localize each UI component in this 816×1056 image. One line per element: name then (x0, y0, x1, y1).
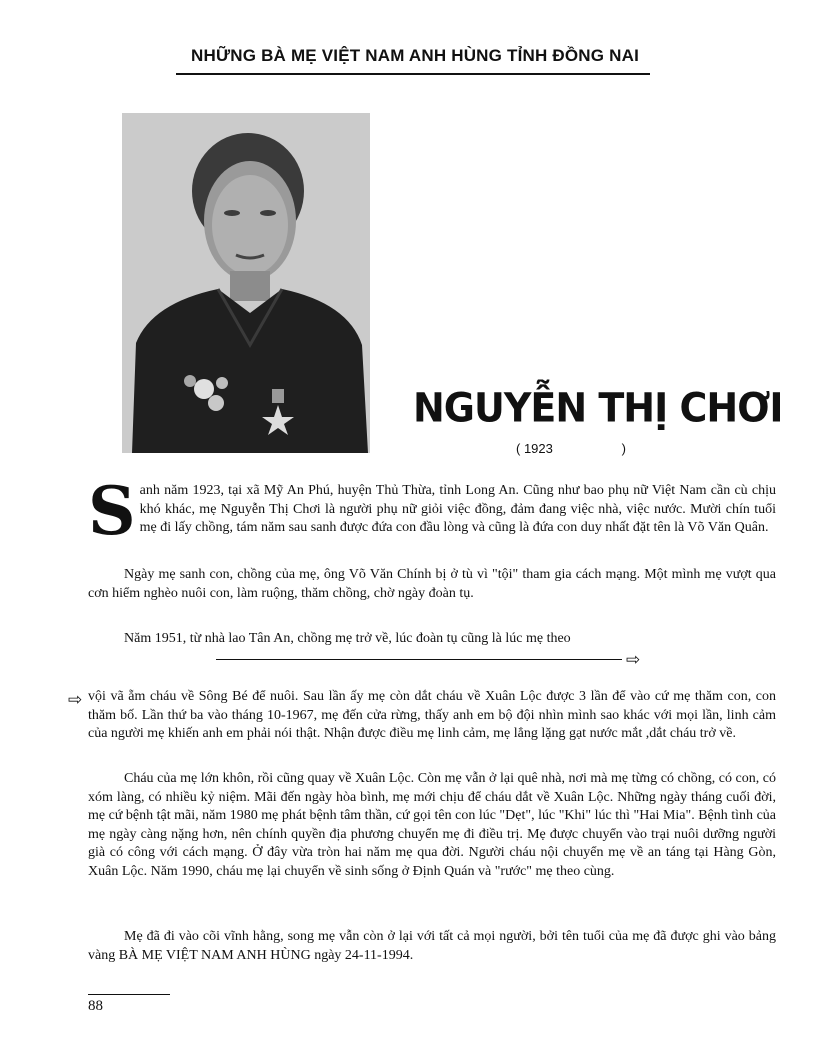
portrait-photo (122, 113, 370, 453)
running-header: NHỮNG BÀ MẸ VIỆT NAM ANH HÙNG TỈNH ĐỒNG NAI (190, 46, 639, 65)
footer-rule (88, 994, 170, 995)
page-number: 88 (88, 998, 103, 1014)
continue-arrow-icon: ⇨ (626, 650, 641, 669)
paragraph-4: vội vã ẵm cháu về Sông Bé để nuôi. Sau lần ấy mẹ còn dắt cháu về Xuân Lộc được 3 lần để vào cứ mẹ thăm con, con thăm bố. Lần thứ ba vào tháng 10-1967, mẹ đến cửa rừng, thấy anh em bộ đội nhìn mình sao khác với mọi lần, linh cảm của người mẹ khiến anh em phải nói thật. Nhận được điều mẹ linh cảm, mẹ lẳng lặng gạt nước mắt ,dắt cháu trở về. (88, 689, 776, 741)
person-years (516, 441, 626, 456)
first-paragraph (88, 472, 776, 550)
continuation-rule (216, 659, 622, 660)
birth-year: ( 1923 (516, 441, 553, 456)
paragraph-2: Ngày mẹ sanh con, chồng của mẹ, ông Võ Văn Chính bị ở tù vì "tội" tham gia cách mạng. Một mình mẹ vượt qua cơn hiểm nghèo nuôi con, làm ruộng, thăm chồng, chờ ngày đoàn tụ. (88, 567, 776, 601)
continued-arrow-icon: ⇨ (68, 690, 83, 709)
paragraph-1: anh năm 1923, tại xã Mỹ An Phú, huyện Thủ Thừa, tỉnh Long An. Cũng như bao phụ nữ Việt Nam cần cù chịu khó khác, mẹ Nguyễn Thị Chơi là người phụ nữ giỏi việc đồng, đảm đang việc nhà, việc nước. Mười chín tuổi mẹ đi lấy chồng, tám năm sau sanh được đứa con đầu lòng và cũng là đứa con duy nhất đặt tên là Võ Văn Quân. (139, 483, 776, 535)
paragraph-3: Năm 1951, từ nhà lao Tân An, chồng mẹ trở về, lúc đoàn tụ cũng là lúc mẹ theo (124, 631, 571, 646)
paragraph-5: Cháu của mẹ lớn khôn, rồi cũng quay về Xuân Lộc. Còn mẹ vẫn ở lại quê nhà, nơi mà mẹ từng có chồng, có con, có xóm làng, có nhiều kỷ niệm. Mãi đến ngày hòa bình, mẹ mới chịu để cháu dắt về Xuân Lộc. Những ngày tháng cuối đời, mẹ cứ bệnh tật mãi, năm 1980 mẹ phát bệnh tâm thần, cứ gọi tên con lúc "Dẹt", lúc "Khi" lúc thì "Hai Mia". Bệnh tình của mẹ ngày càng nặng hơn, nên chính quyền địa phương chuyển mẹ đi điều trị. Mẹ được chuyển vào trại nuôi dưỡng người già có công với cách mạng. Ở đây vừa tròn hai năm mẹ qua đời. Người cháu nội chuyển mẹ về an táng tại Hàng Gòn, Xuân Lộc. Năm 1990, cháu mẹ lại chuyển về sinh sống ở Định Quán và "rước" mẹ theo cùng. (88, 771, 776, 879)
drop-cap: S (88, 472, 136, 550)
header-rule (176, 73, 650, 75)
years-close: ) (621, 441, 626, 456)
person-name: NGUYỄN THỊ CHƠI (413, 384, 783, 432)
paragraph-6: Mẹ đã đi vào cõi vĩnh hằng, song mẹ vẫn còn ở lại với tất cả mọi người, bởi tên tuổi của mẹ đã được ghi vào bảng vàng BÀ MẸ VIỆT NAM ANH HÙNG ngày 24-11-1994. (88, 929, 776, 963)
